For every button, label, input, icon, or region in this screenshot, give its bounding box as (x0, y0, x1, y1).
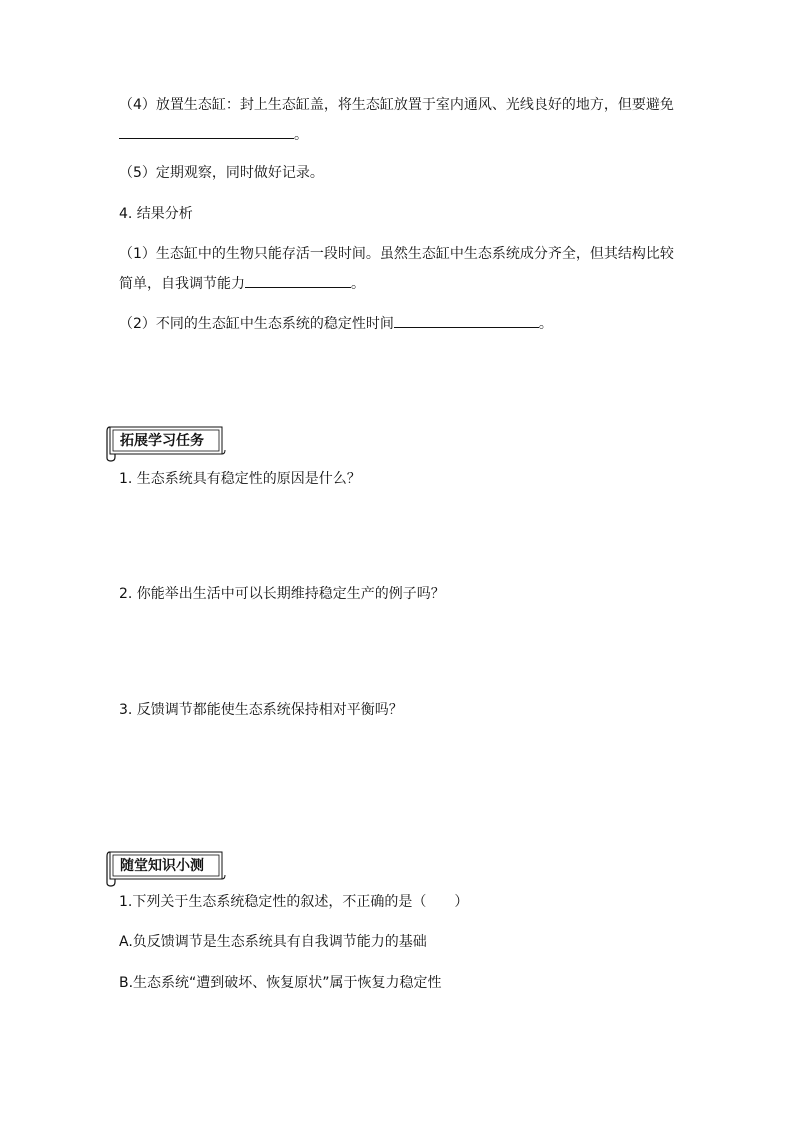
quiz-option-b: B.生态系统“遭到破坏、恢复原状”属于恢复力稳定性 (119, 975, 442, 991)
result2-line (119, 313, 553, 334)
fill-in-blank[interactable] (394, 313, 539, 328)
quiz-option-a: A.负反馈调节是生态系统具有自我调节能力的基础 (119, 934, 427, 950)
result2-tail: 。 (538, 316, 553, 332)
step4-answer-line (119, 124, 308, 145)
quiz-banner (106, 849, 224, 883)
fill-in-blank[interactable] (119, 124, 294, 139)
result1-line2 (119, 273, 365, 294)
result-heading: 4. 结果分析 (119, 206, 193, 222)
result1-line1: （1）生态缸中的生物只能存活一段时间。虽然生态缸中生态系统成分齐全，但其结构比较 (119, 246, 674, 262)
step4-label: （4）放置生态缸：封上生态缸盖，将生态缸放置于室内通风、光线良好的地方，但要避免 (119, 97, 674, 113)
step4-tail: 。 (294, 127, 308, 143)
result1-tail: 。 (351, 276, 365, 292)
fill-in-blank[interactable] (245, 273, 351, 288)
result1-prefix: 简单，自我调节能力 (119, 276, 245, 292)
extension-banner (106, 424, 224, 458)
result2-prefix: （2）不同的生态缸中生态系统的稳定性时间 (119, 316, 394, 332)
extension-question-2: 2. 你能举出生活中可以长期维持稳定生产的例子吗？ (119, 586, 445, 602)
extension-title: 拓展学习任务 (120, 433, 204, 449)
extension-question-3: 3. 反馈调节都能使生态系统保持相对平衡吗？ (119, 702, 403, 718)
extension-question-1: 1. 生态系统具有稳定性的原因是什么？ (119, 471, 361, 487)
quiz-question: 1.下列关于生态系统稳定性的叙述，不正确的是（ ） (119, 894, 469, 910)
quiz-title: 随堂知识小测 (120, 858, 204, 874)
step5-text: （5）定期观察，同时做好记录。 (119, 165, 324, 181)
step4-text (119, 95, 674, 115)
